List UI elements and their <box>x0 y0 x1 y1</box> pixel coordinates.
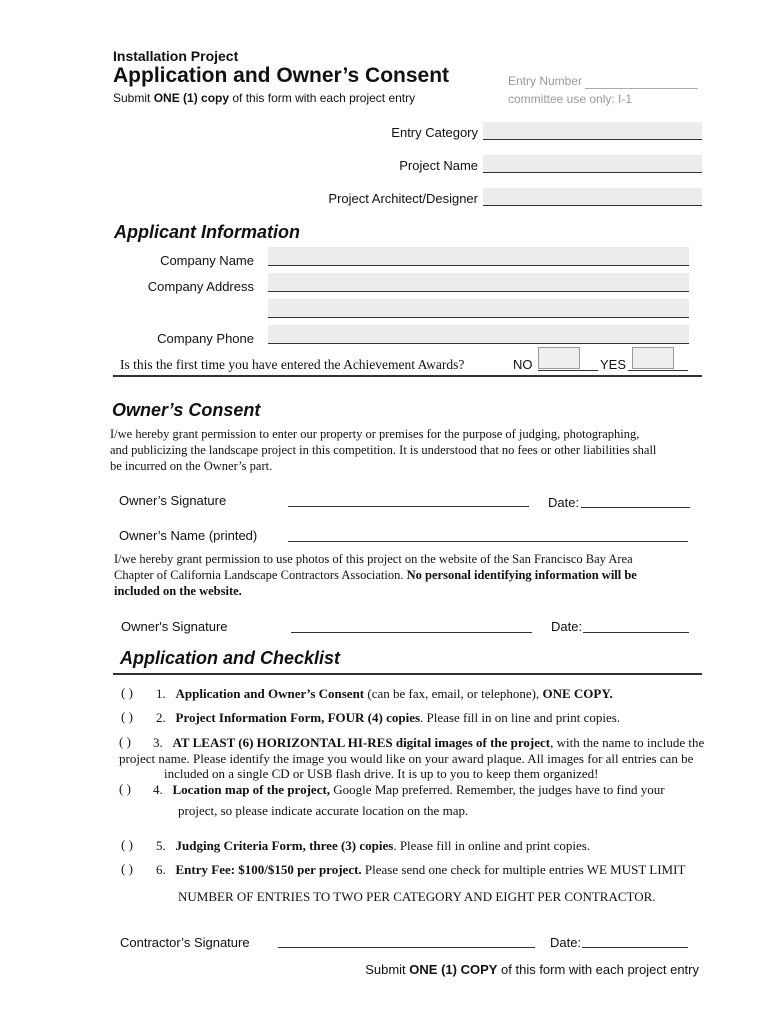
item-bold: Location map of the project, <box>172 782 331 797</box>
project-name-field[interactable] <box>483 155 702 173</box>
architect-label: Project Architect/Designer <box>328 191 478 206</box>
item-bold: Judging Criteria Form, three (3) copies <box>175 838 394 853</box>
owner-name-label: Owner’s Name (printed) <box>119 528 258 543</box>
owner-date-field[interactable] <box>581 507 690 508</box>
checklist-divider <box>113 673 702 675</box>
checklist-item <box>156 861 685 878</box>
photo-consent-line2 <box>114 568 637 583</box>
owner-signature2-label: Owner's Signature <box>121 619 228 634</box>
company-name-label: Company Name <box>160 253 254 268</box>
yes-checkbox[interactable] <box>632 347 674 369</box>
photo-consent-line3: included on the website. <box>114 584 242 598</box>
item-rest: (can be fax, email, or telephone), <box>364 686 543 701</box>
contractor-signature-label: Contractor’s Signature <box>120 935 250 950</box>
checklist-item-line3: included on a single CD or USB flash drive. It is up to you to keep them organized! <box>164 766 599 781</box>
checklist-item <box>156 709 620 726</box>
submit-suffix: of this form with each project entry <box>229 91 416 105</box>
entry-category-field[interactable] <box>483 122 702 140</box>
owner-signature-field[interactable] <box>288 506 529 507</box>
item-rest: , with the name to include the <box>550 735 705 750</box>
contractor-signature-field[interactable] <box>278 947 535 948</box>
company-phone-field[interactable] <box>268 325 689 344</box>
submit-bold: ONE (1) copy <box>153 91 230 105</box>
checklist-checkbox[interactable]: ( ) <box>121 685 133 700</box>
first-time-question: Is this the first time you have entered the Achievement Awards? <box>120 357 465 372</box>
owner-signature2-field[interactable] <box>291 632 532 633</box>
company-address-field-1[interactable] <box>268 273 689 292</box>
item-rest: Please send one check for multiple entries WE MUST LIMIT <box>361 862 686 877</box>
submit-instruction <box>113 91 415 105</box>
checklist-item <box>153 734 704 751</box>
checklist-item-line2: NUMBER OF ENTRIES TO TWO PER CATEGORY AND EIGHT PER CONTRACTOR. <box>178 889 656 904</box>
owner-name-field[interactable] <box>288 541 688 542</box>
item-number: 5. <box>156 838 166 853</box>
company-name-field[interactable] <box>268 247 689 266</box>
checklist-checkbox[interactable]: ( ) <box>121 709 133 724</box>
footer-prefix: Submit <box>365 962 410 977</box>
checklist-item-line2: project, so please indicate accurate location on the map. <box>178 803 469 818</box>
checklist-checkbox[interactable]: ( ) <box>119 734 131 749</box>
item-number: 6. <box>156 862 166 877</box>
checklist-item <box>156 685 613 702</box>
photo-consent-regular: Chapter of California Landscape Contractors Association. <box>114 568 407 582</box>
item-bold: AT LEAST (6) HORIZONTAL HI-RES digital images of the project <box>172 735 551 750</box>
footer-instruction <box>365 962 699 977</box>
photo-consent-line1: I/we hereby grant permission to use photos of this project on the website of the San Francisco Bay Area <box>114 552 633 566</box>
consent-paragraph-line2: and publicizing the landscape project in this competition. It is understood that no fees or other liabilities shall <box>110 443 657 457</box>
consent-paragraph-line3: be incurred on the Owner’s part. <box>110 459 273 473</box>
company-phone-label: Company Phone <box>157 331 254 346</box>
owner-date-label: Date: <box>548 495 580 510</box>
checklist-section-title: Application and Checklist <box>120 648 341 668</box>
footer-bold: ONE (1) COPY <box>409 962 498 977</box>
entry-number-label: Entry Number <box>508 74 583 88</box>
no-underline <box>538 370 598 371</box>
entry-number-field[interactable] <box>585 88 698 89</box>
checklist-item <box>153 781 665 798</box>
photo-consent-bold: No personal identifying information will be <box>406 568 637 582</box>
company-address-field-2[interactable] <box>268 299 689 318</box>
no-label: NO <box>513 357 533 372</box>
item-number: 3. <box>153 735 163 750</box>
contractor-date-label: Date: <box>550 935 582 950</box>
submit-prefix: Submit <box>113 91 154 105</box>
item-bold: Entry Fee: $100/$150 per project. <box>175 862 362 877</box>
owner-signature-label: Owner’s Signature <box>119 493 227 508</box>
item-number: 4. <box>153 782 163 797</box>
item-bold2: ONE COPY. <box>542 686 613 701</box>
yes-underline <box>628 370 688 371</box>
owner-date2-field[interactable] <box>583 632 689 633</box>
contractor-date-field[interactable] <box>582 947 688 948</box>
owner-date2-label: Date: <box>551 619 583 634</box>
consent-section-title: Owner’s Consent <box>112 400 261 420</box>
item-rest: . Please fill in on line and print copies. <box>420 710 621 725</box>
entry-category-label: Entry Category <box>391 125 478 140</box>
company-address-label: Company Address <box>147 279 254 294</box>
form-kicker: Installation Project <box>113 48 239 64</box>
item-bold: Application and Owner’s Consent <box>175 686 365 701</box>
applicant-section-title: Applicant Information <box>114 222 300 242</box>
committee-note: committee use only: I-1 <box>508 92 633 106</box>
section-divider <box>113 375 702 377</box>
checklist-checkbox[interactable]: ( ) <box>119 781 131 796</box>
checklist-checkbox[interactable]: ( ) <box>121 861 133 876</box>
project-name-label: Project Name <box>399 158 478 173</box>
checklist-checkbox[interactable]: ( ) <box>121 837 133 852</box>
item-rest: Google Map preferred. Remember, the judges have to find your <box>330 782 665 797</box>
consent-paragraph-line1: I/we hereby grant permission to enter our property or premises for the purpose of judging, photographing, <box>110 427 640 441</box>
no-checkbox[interactable] <box>538 347 580 369</box>
footer-suffix: of this form with each project entry <box>497 962 699 977</box>
yes-label: YES <box>600 357 627 372</box>
architect-field[interactable] <box>483 188 702 206</box>
item-bold: Project Information Form, FOUR (4) copies <box>175 710 421 725</box>
checklist-item <box>156 837 590 854</box>
item-number: 2. <box>156 710 166 725</box>
item-rest: . Please fill in online and print copies. <box>393 838 591 853</box>
checklist-item-line2: project name. Please identify the image you would like on your award plaque. All images for all entries can be <box>119 751 694 766</box>
item-number: 1. <box>156 686 166 701</box>
form-title: Application and Owner’s Consent <box>113 64 450 87</box>
